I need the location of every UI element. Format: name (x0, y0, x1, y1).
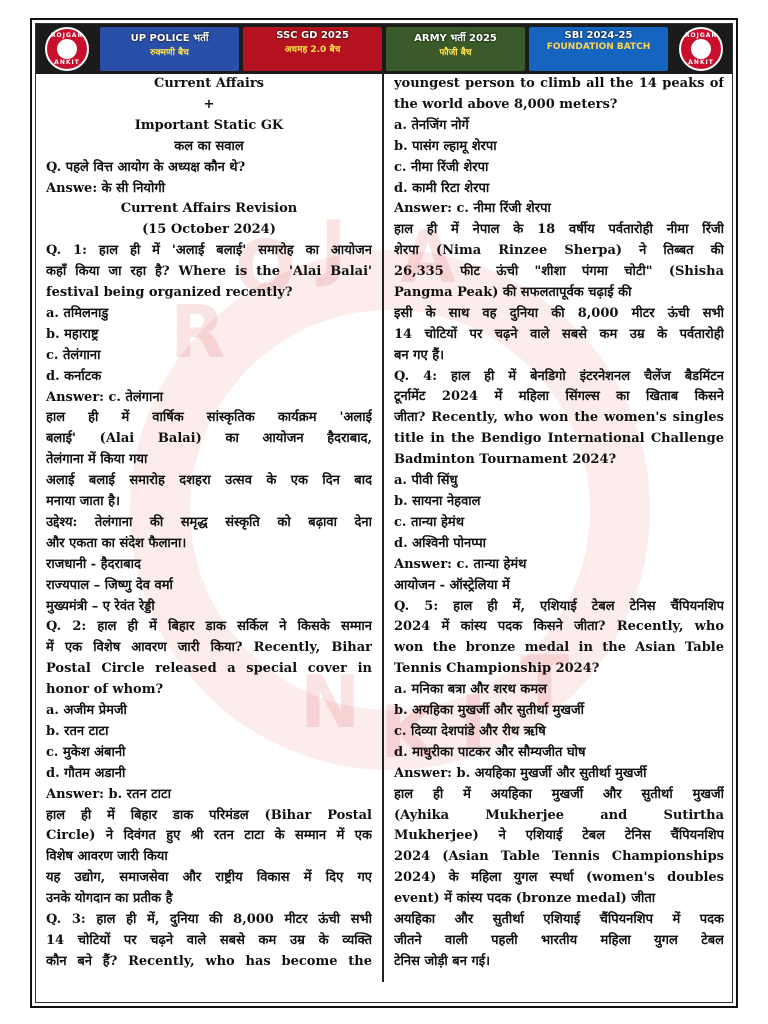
left-text-line: d. गौतम अडानी (46, 765, 126, 781)
right-text-line: हाल ही में अयहिका मुखर्जी और सुतीर्था मुखर्जी (394, 786, 724, 802)
logo-emblem-icon (45, 27, 89, 71)
logo-bottom-text: ANKIT (54, 59, 80, 66)
left-text-line: Q. पहले वित्त आयोग के अध्यक्ष कौन थे? (46, 159, 246, 175)
left-text-line: हाल ही में वार्षिक सांस्कृतिक कार्यक्रम 'अलाई (46, 410, 372, 426)
left-text-line: राज्यपाल – जिष्णु देव वर्मा (46, 577, 173, 593)
right-text-line: Answer: b. अयहिका मुखर्जी और सुतीर्था मुखर्जी (394, 765, 647, 781)
left-text-line: हाल ही में बिहार डाक परिमंडल (Bihar Postal (46, 807, 372, 823)
left-text-line: a. अजीम प्रेमजी (46, 703, 127, 719)
right-column (384, 74, 730, 982)
left-text-line: Answer: c. तेलंगाना (46, 389, 163, 405)
left-text-line: c. मुकेश अंबानी (46, 744, 126, 760)
left-text-line: Answe: के सी नियोगी (46, 180, 166, 196)
right-text-line: अयहिका और सुतीर्था एशियाई चैंपियनशिप में पदक (394, 911, 724, 927)
promo-tiles (98, 26, 670, 72)
left-text-line: Q. 3: हाल ही में, दुनिया की 8,000 मीटर ऊंची सभी (46, 912, 372, 928)
left-text-line: विशेष आवरण जारी किया (46, 849, 168, 865)
left-text-line: b. महाराष्ट्र (46, 326, 99, 342)
right-text-line: 2024 में कांस्य पदक किसने जीता? Recently, who (394, 619, 724, 635)
left-text-line: honor of whom? (46, 682, 164, 698)
logo-left (36, 26, 98, 72)
left-text-line: 14 चोटियों पर चढ़ने वाले सबसे कम उम्र के व्यक्ति (46, 932, 372, 948)
right-text-line: d. कामी रिटा शेरपा (394, 180, 490, 196)
left-text-line: यह उद्योग, समाजसेवा और राष्ट्रीय विकास में दिए गए (46, 870, 372, 886)
left-text-line: Important Static GK (134, 117, 284, 133)
left-text-line: कौन बने हैं? Recently, who has become the (46, 953, 372, 969)
logo-emblem-icon (679, 27, 723, 71)
left-text-line: festival being organized recently? (46, 285, 293, 301)
left-text-line: Circle) ने दिवंगत हुए श्री रतन टाटा के सम्मान में एक (46, 828, 372, 844)
promo-tile-title: SBI 2024-25 (564, 30, 633, 41)
logo-right (670, 26, 732, 72)
left-text-line: (15 October 2024) (142, 222, 276, 238)
right-text-line: टूर्नामेंट 2024 में महिला सिंगल्स का खिताब किसने (394, 389, 724, 405)
right-text-line: title in the Bendigo International Challenge (394, 431, 724, 447)
right-text-line: c. दिव्या देशपांडे और रीथ ऋषि (394, 723, 546, 739)
right-text-line: Tennis Championship 2024? (394, 661, 600, 677)
right-text-line: c. नीमा रिंजी शेरपा (394, 159, 489, 175)
promo-tile (529, 27, 668, 71)
header-banner (36, 24, 732, 74)
right-text-line: d. माधुरीका पाटकर और सौम्यजीत घोष (394, 744, 586, 760)
promo-tile (386, 27, 525, 71)
right-text-line: d. अश्विनी पोनप्पा (394, 535, 487, 551)
right-text-line: b. सायना नेहवाल (394, 493, 481, 509)
left-text-line: Q. 1: हाल ही में 'अलाई बलाई' समारोह का आयोजन (46, 243, 372, 259)
left-text-line: अलाई बलाई समारोह दशहरा उत्सव के एक दिन बाद (46, 473, 372, 489)
right-text-line: b. अयहिका मुखर्जी और सुतीर्था मुखर्जी (394, 702, 585, 718)
left-text-line: उनके योगदान का प्रतीक है (46, 891, 173, 907)
promo-tile-title: UP POLICE भर्ती (130, 33, 209, 44)
logo-top-text: ROJGAR (50, 32, 84, 39)
right-text-line: इसी के साथ वह दुनिया की 8,000 मीटर ऊंची सभी (394, 305, 724, 321)
left-text-line: मनाया जाता है। (46, 494, 120, 510)
left-text-line: Current Affairs Revision (120, 201, 298, 217)
right-text-line: 26,335 फीट ऊंची "शीशा पंगमा चोटी" (Shisha (394, 264, 724, 280)
right-text-line: Q. 4: हाल ही में बेनडिगो इंटरनेशनल चैलेंज बैडमिंटन (394, 368, 724, 384)
right-text-line: Answer: c. नीमा रिंजी शेरपा (394, 201, 551, 217)
right-text-line: जीतने वाली पहली भारतीय महिला युगल टेबल (394, 932, 724, 948)
right-text-line: शेरपा (Nima Rinzee Sherpa) ने तिब्बत की (394, 243, 724, 259)
right-text-line: Badminton Tournament 2024? (394, 452, 617, 468)
left-text-line: Current Affairs (153, 76, 265, 91)
left-text-line: उद्देश्य: तेलंगाना की समृद्ध संस्कृति को बढ़ावा देना (46, 514, 372, 530)
left-text-line: + (203, 96, 215, 112)
right-text-line: बन गए हैं। (394, 347, 445, 363)
right-text-line: the world above 8,000 meters? (394, 96, 618, 112)
promo-tile-subtitle: अधमह 2.0 बैच (284, 45, 341, 55)
right-text-line: won the bronze medal in the Asian Table (394, 640, 724, 656)
right-text-line: Mukherjee) ने एशियाई टेबल टेनिस चैंपियनशिप (394, 828, 724, 844)
right-text-line: a. मनिका बत्रा और शरथ कमल (394, 682, 547, 698)
left-text-line: कल का सवाल (174, 138, 244, 154)
right-text-line: 14 चोटियों पर चढ़ने वाले सबसे कम उम्र के पर्वतारोही (394, 326, 724, 342)
right-text-line: event) में कांस्य पदक (bronze medal) जीता (394, 891, 656, 907)
left-text-line: राजधानी - हैदराबाद (46, 556, 141, 572)
right-text-line: आयोजन - ऑस्ट्रेलिया में (394, 577, 510, 593)
left-text-line: d. कर्नाटक (46, 368, 102, 384)
promo-tile-title: SSC GD 2025 (276, 30, 349, 41)
promo-tile (100, 27, 239, 71)
left-text-line: Answer: b. रतन टाटा (46, 786, 171, 802)
right-text-line: जीता? Recently, who won the women's singles (394, 410, 724, 426)
left-text-line: कहाँ किया जा रहा है? Where is the 'Alai Balai' (46, 264, 372, 280)
promo-tile-subtitle: रुक्मणी बैच (150, 48, 189, 58)
right-text-line: 2024) के महिला युगल स्पर्धा (women's doubles (394, 870, 724, 886)
promo-tile-subtitle: FOUNDATION BATCH (546, 42, 651, 52)
right-text-line: टेनिस जोड़ी बन गई। (394, 953, 491, 969)
right-text-line: Answer: c. तान्या हेमंथ (394, 556, 527, 572)
left-text-line: और एकता का संदेश फैलाना। (46, 535, 187, 551)
right-text-line: a. पीवी सिंधु (394, 473, 458, 489)
logo-bottom-text: ANKIT (688, 59, 714, 66)
right-text-line: a. तेनजिंग नोर्गे (394, 117, 469, 133)
right-text-line: b. पासंग ल्हामू शेरपा (394, 138, 497, 154)
right-text-line: c. तान्या हेमंथ (394, 514, 464, 530)
left-text-line: b. रतन टाटा (46, 723, 109, 739)
left-text-line: में एक विशेष आवरण जारी किया? Recently, Bihar (46, 640, 372, 656)
promo-tile-subtitle: फौजी बैच (439, 48, 472, 58)
right-text-line: 2024 (Asian Table Tennis Championships (394, 849, 724, 865)
content-columns (38, 74, 730, 982)
right-text-line: हाल ही में नेपाल के 18 वर्षीय पर्वतारोही नीमा रिंजी (394, 222, 724, 238)
left-text-line: बलाई' (Alai Balai) का आयोजन हैदराबाद, (46, 431, 372, 447)
left-text-line: तेलंगाना में किया गया (46, 452, 148, 468)
left-text-line: Q. 2: हाल ही में बिहार डाक सर्किल ने किसके सम्मान (46, 619, 372, 635)
right-text-line: Pangma Peak) की सफलतापूर्वक चढ़ाई की (394, 285, 632, 300)
promo-tile-title: ARMY भर्ती 2025 (414, 33, 497, 44)
left-text-line: मुख्यमंत्री – ए रेवंत रेड्डी (46, 598, 155, 614)
right-text-line: (Ayhika Mukherjee and Sutirtha (394, 807, 724, 823)
promo-tile (243, 27, 382, 71)
logo-top-text: ROJGAR (684, 32, 718, 39)
left-text-line: a. तमिलनाडु (46, 305, 109, 321)
right-text-line: Q. 5: हाल ही में, एशियाई टेबल टेनिस चैंपियनशिप (394, 598, 724, 614)
left-column (38, 74, 384, 982)
right-text-line: youngest person to climb all the 14 peaks of (394, 76, 724, 91)
left-text-line: c. तेलंगाना (46, 347, 101, 363)
left-text-line: Postal Circle released a special cover in (46, 661, 372, 677)
